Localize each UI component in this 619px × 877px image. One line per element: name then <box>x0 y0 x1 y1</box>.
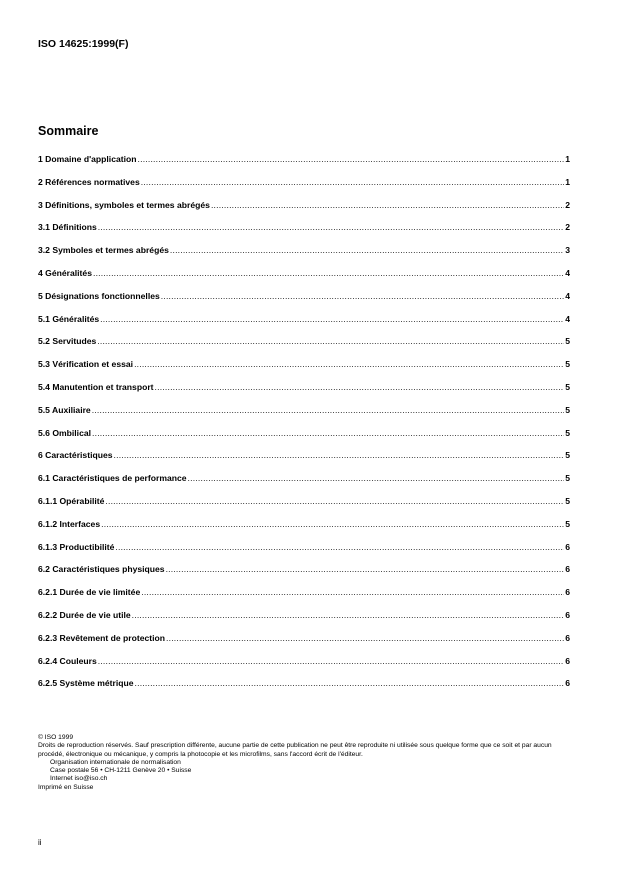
toc-leader-dots <box>135 678 565 688</box>
toc-entry-label: 6 Caractéristiques <box>38 450 113 461</box>
toc-leader-dots <box>155 382 565 392</box>
toc-leader-dots <box>166 633 564 643</box>
toc-leader-dots <box>170 245 564 255</box>
toc-entry-label: 2 Références normatives <box>38 176 140 187</box>
toc-entry-label: 5.4 Manutention et transport <box>38 381 154 392</box>
toc-entry-page: 6 <box>565 564 570 575</box>
toc-entry-label: 5.5 Auxiliaire <box>38 404 91 415</box>
copyright-notice <box>38 734 578 792</box>
toc-entry[interactable] <box>38 564 570 587</box>
toc-entry[interactable] <box>38 245 570 268</box>
toc-entry-label: 5.2 Servitudes <box>38 336 97 347</box>
toc-entry-label: 6.2.5 Système métrique <box>38 678 134 689</box>
toc-title: Sommaire <box>38 124 99 138</box>
toc-entry[interactable] <box>38 633 570 656</box>
toc-entry[interactable] <box>38 291 570 314</box>
page-number: ii <box>38 838 42 847</box>
toc-entry-page: 6 <box>565 678 570 689</box>
toc-leader-dots <box>92 428 564 438</box>
toc-entry-page: 5 <box>565 427 570 438</box>
toc-leader-dots <box>92 405 565 415</box>
toc-entry[interactable] <box>38 177 570 200</box>
toc-entry-page: 1 <box>565 154 570 164</box>
toc-leader-dots <box>166 564 565 574</box>
toc-entry-label: 3.1 Définitions <box>38 222 97 233</box>
toc-leader-dots <box>98 656 564 666</box>
toc-leader-dots <box>132 610 565 620</box>
toc-entry-label: 6.1.3 Productibilité <box>38 541 115 552</box>
toc-entry[interactable] <box>38 519 570 542</box>
toc-leader-dots <box>101 519 564 529</box>
toc-entry-page: 6 <box>565 655 570 666</box>
toc-entry-label: 6.2.3 Revêtement de protection <box>38 632 166 643</box>
toc-entry-label: 6.2.1 Durée de vie limitée <box>38 587 141 598</box>
toc-entry-page: 6 <box>565 632 570 643</box>
toc-leader-dots <box>115 542 564 552</box>
toc-leader-dots <box>100 314 564 324</box>
toc-entry-page: 1 <box>565 176 570 187</box>
toc-entry-page: 6 <box>565 587 570 598</box>
toc-leader-dots <box>134 359 564 369</box>
toc-entry-label: 6.1 Caractéristiques de performance <box>38 473 187 484</box>
toc-leader-dots <box>188 473 565 483</box>
toc-entry[interactable] <box>38 450 570 473</box>
toc-leader-dots <box>105 496 564 506</box>
toc-entry[interactable] <box>38 314 570 337</box>
toc-entry-page: 5 <box>565 404 570 415</box>
document-id: ISO 14625:1999(F) <box>38 38 129 50</box>
toc-entry-page: 5 <box>565 359 570 370</box>
toc-entry-page: 4 <box>565 267 570 278</box>
toc-leader-dots <box>211 200 564 210</box>
organization-name: Organisation internationale de normalisation <box>50 758 181 766</box>
toc-entry[interactable] <box>38 428 570 451</box>
internet-contact: Internet iso@iso.ch <box>50 775 108 783</box>
toc-entry[interactable] <box>38 405 570 428</box>
toc-entry-page: 6 <box>565 609 570 620</box>
postal-address: Case postale 56 • CH-1211 Genève 20 • Suisse <box>50 767 192 775</box>
toc-entry-label: 6.1.1 Opérabilité <box>38 495 105 506</box>
toc-leader-dots <box>138 154 565 164</box>
toc-leader-dots <box>97 336 564 346</box>
toc-leader-dots <box>98 222 564 232</box>
toc-entry-page: 5 <box>565 518 570 529</box>
toc-entry[interactable] <box>38 268 570 291</box>
toc-entry[interactable] <box>38 359 570 382</box>
toc-entry-label: 4 Généralités <box>38 267 92 278</box>
toc-entry-label: 3.2 Symboles et termes abrégés <box>38 245 169 256</box>
toc-entry-label: 3 Définitions, symboles et termes abrégés <box>38 199 210 210</box>
toc-entry[interactable] <box>38 382 570 405</box>
toc-entry[interactable] <box>38 154 570 177</box>
table-of-contents <box>38 154 570 701</box>
toc-entry-page: 2 <box>565 222 570 233</box>
toc-entry-page: 5 <box>565 473 570 484</box>
toc-entry-page: 5 <box>565 450 570 461</box>
toc-entry-label: 5.1 Généralités <box>38 313 100 324</box>
toc-entry[interactable] <box>38 678 570 701</box>
toc-entry[interactable] <box>38 222 570 245</box>
toc-leader-dots <box>114 450 565 460</box>
toc-leader-dots <box>141 177 564 187</box>
toc-entry-label: 6.1.2 Interfaces <box>38 518 101 529</box>
toc-entry-page: 6 <box>565 541 570 552</box>
toc-entry-label: 5.3 Vérification et essai <box>38 359 134 370</box>
toc-entry-page: 2 <box>565 199 570 210</box>
toc-entry-label: 5.6 Ombilical <box>38 427 92 438</box>
toc-entry[interactable] <box>38 587 570 610</box>
toc-entry-label: 5 Désignations fonctionnelles <box>38 290 160 301</box>
toc-entry[interactable] <box>38 473 570 496</box>
toc-entry-page: 3 <box>565 245 570 256</box>
toc-entry-page: 5 <box>565 495 570 506</box>
toc-entry-page: 5 <box>565 336 570 347</box>
printed-in: Imprimé en Suisse <box>38 783 94 791</box>
toc-entry-label: 6.2.4 Couleurs <box>38 655 97 666</box>
toc-leader-dots <box>141 587 564 597</box>
toc-entry-page: 4 <box>565 290 570 301</box>
toc-entry[interactable] <box>38 336 570 359</box>
toc-entry[interactable] <box>38 656 570 679</box>
toc-entry[interactable] <box>38 496 570 519</box>
rights-statement: Droits de reproduction réservés. Sauf prescription différente, aucune partie de cette publication ne peut être reproduite ni utilisée sous quelque forme que ce soit et par aucun procédé, électronique ou mécanique, y compris la photocopie et les microfilms, sans l'accord écrit de l'éditeur. <box>38 742 552 758</box>
toc-entry-label: 6.2 Caractéristiques physiques <box>38 564 165 575</box>
toc-entry-page: 4 <box>565 313 570 324</box>
toc-entry[interactable] <box>38 542 570 565</box>
toc-entry[interactable] <box>38 610 570 633</box>
toc-entry-label: 1 Domaine d'application <box>38 154 137 164</box>
toc-leader-dots <box>161 291 564 301</box>
toc-entry-page: 5 <box>565 381 570 392</box>
toc-entry[interactable] <box>38 200 570 223</box>
toc-leader-dots <box>93 268 564 278</box>
copyright-line: © ISO 1999 <box>38 734 74 741</box>
toc-entry-label: 6.2.2 Durée de vie utile <box>38 609 131 620</box>
